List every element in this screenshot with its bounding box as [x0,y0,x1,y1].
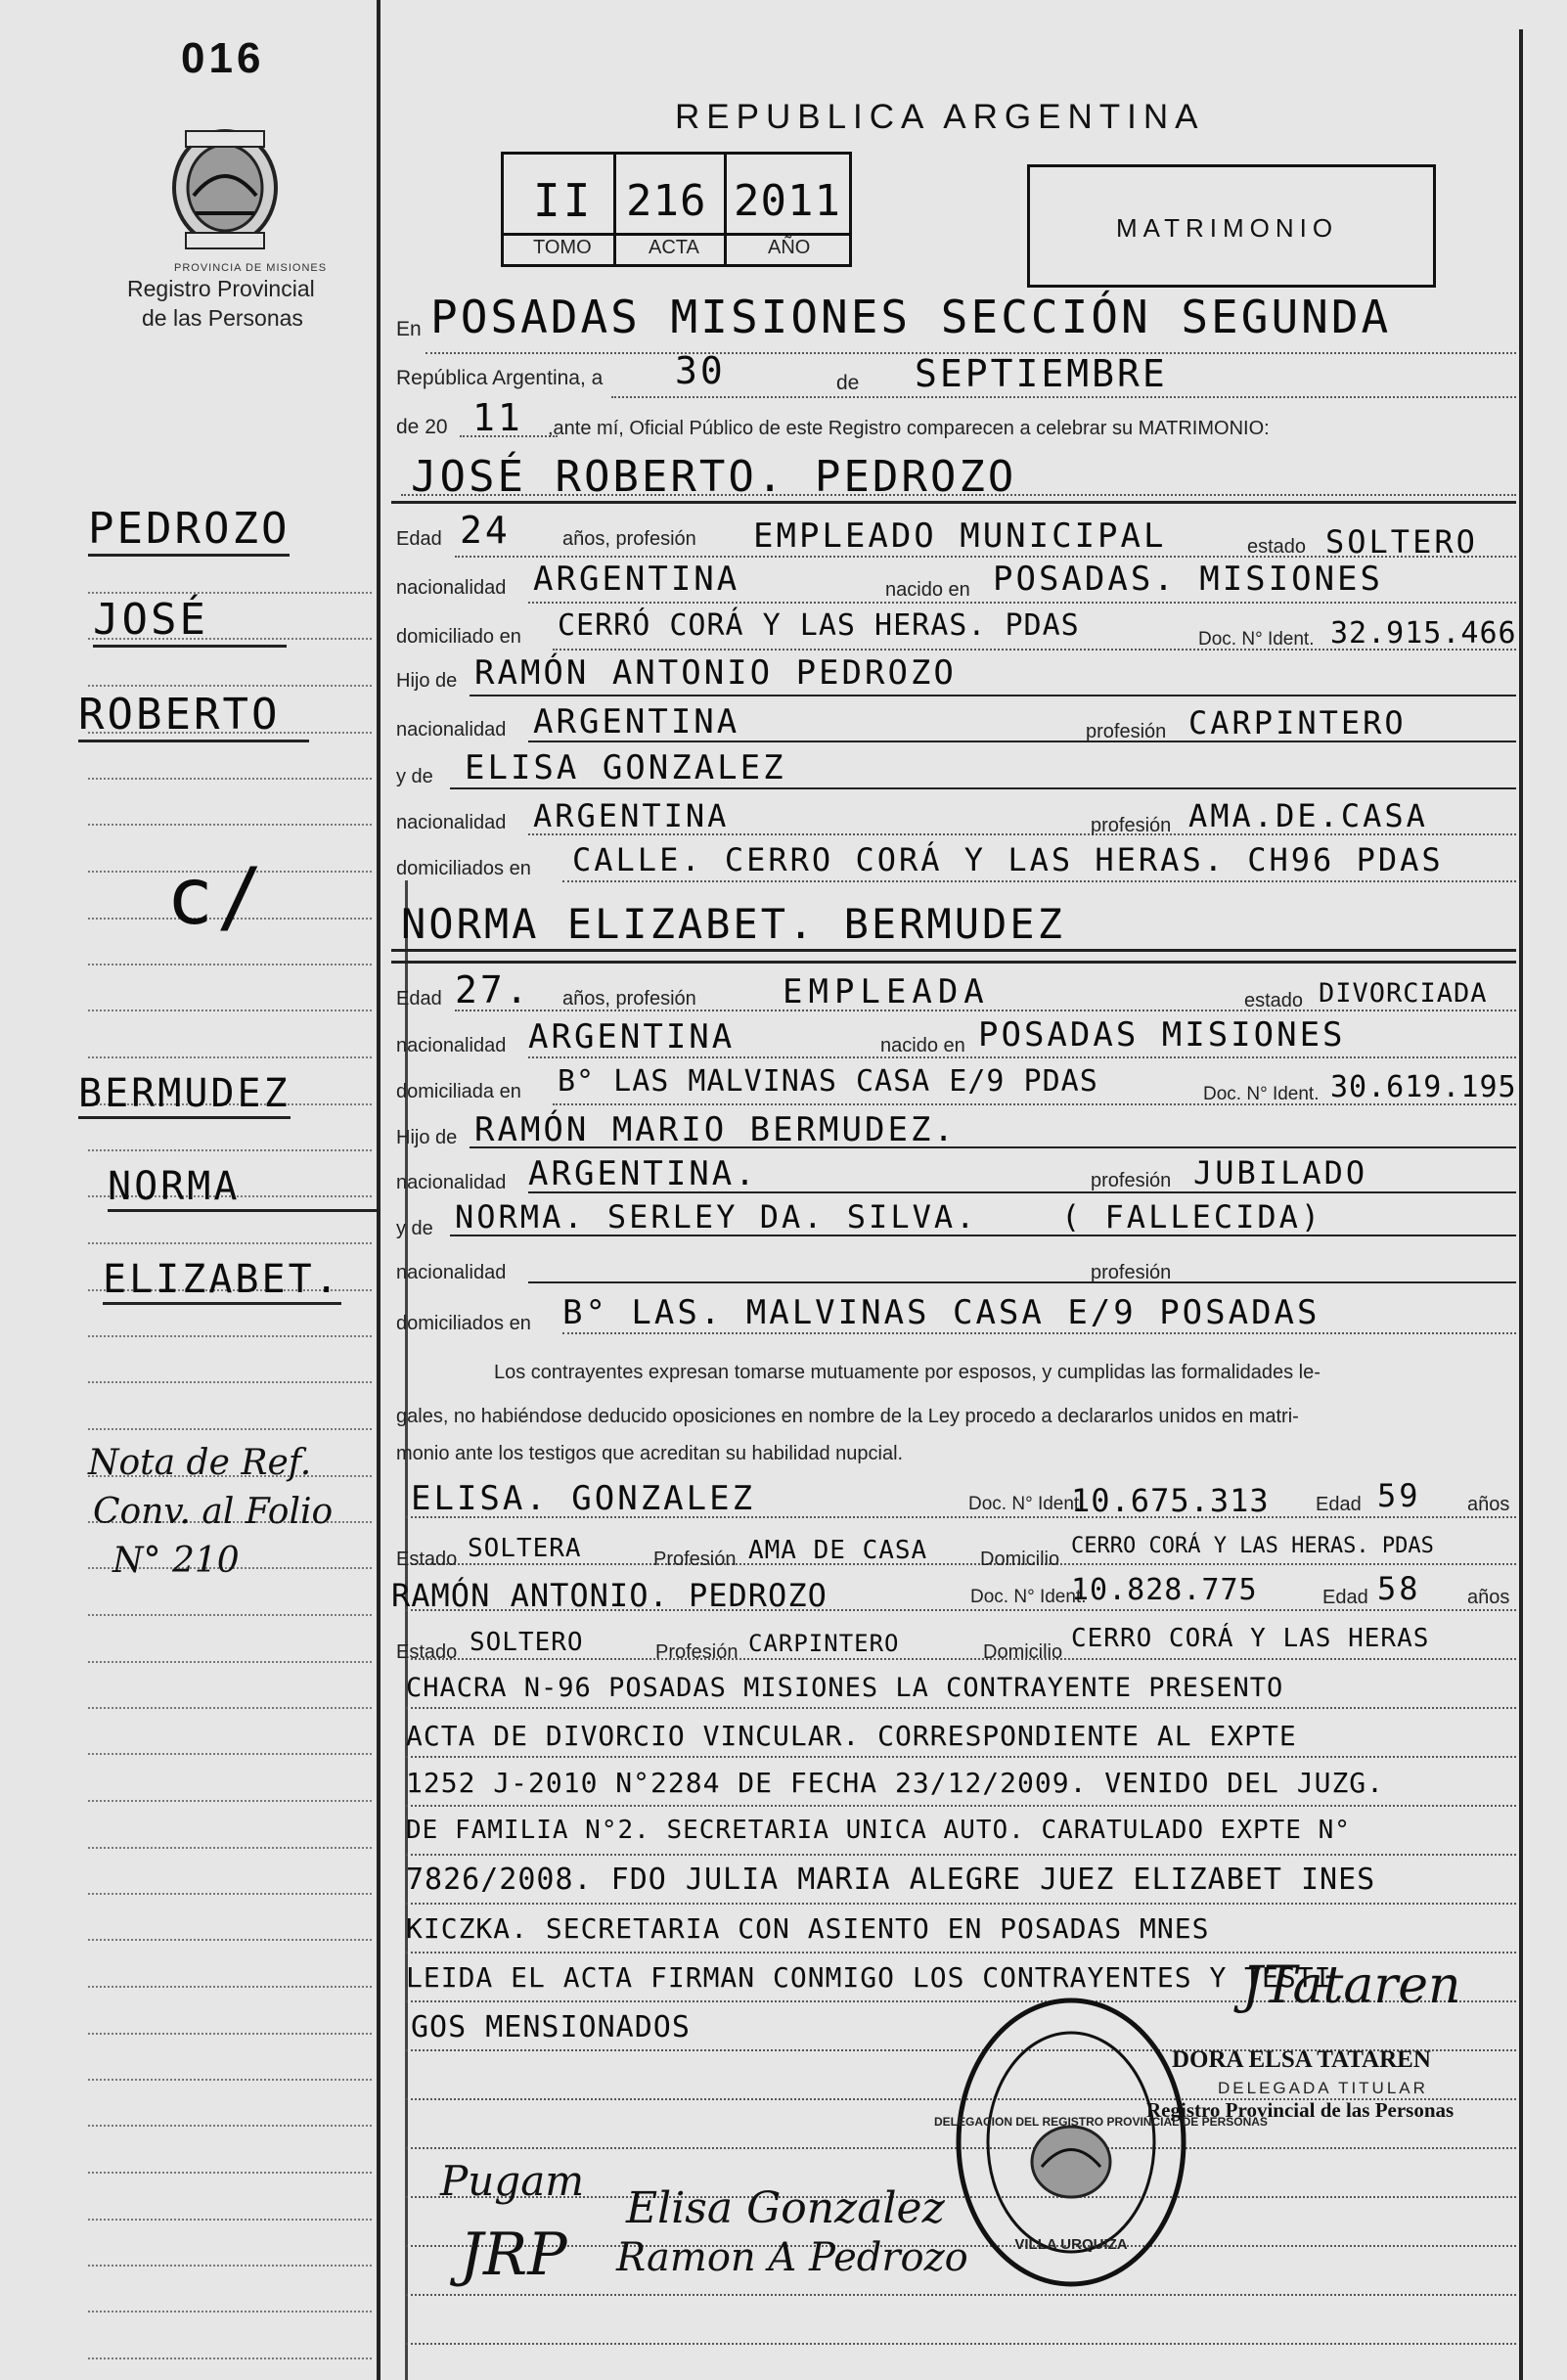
acta-label: ACTA [649,237,699,258]
label-nacionalidad-2: nacionalidad [396,719,507,741]
label-nacido-en-2: nacido en [880,1035,965,1056]
margin-surname-2: BERMUDEZ [78,1071,291,1119]
record-type-box [1027,164,1436,288]
right-border-rule [1519,29,1523,2380]
seal-city: VILLA URQUIZA [1014,2236,1128,2253]
note-line-2: ACTA DE DIVORCIO VINCULAR. CORRESPONDIENTE AL EXPTE [406,1720,1297,1752]
reference-box [501,152,852,267]
groom-parents-domicile: CALLE. CERRO CORÁ Y LAS HERAS. CH96 PDAS [572,841,1444,878]
label-hijo-de-1: Hijo de [396,670,458,692]
tomo-label: TOMO [533,237,592,258]
bride-father-nationality: ARGENTINA. [528,1154,758,1193]
witness-2-name: RAMÓN ANTONIO. PEDROZO [391,1577,828,1614]
anio-value: 2011 [734,176,841,226]
groom-domicile: CERRÓ CORÁ Y LAS HERAS. PDAS [558,608,1080,643]
label-profesion-4: profesión [1091,1262,1172,1283]
groom-age: 24 [460,509,511,552]
label-hijo-de-2: Hijo de [396,1127,458,1148]
margin-note-line1: Nota de Ref. [88,1443,312,1483]
groom-civil-status: SOLTERO [1325,523,1478,561]
bride-parents-domicile: B° LAS. MALVINAS CASA E/9 POSADAS [562,1293,1321,1332]
bride-father-name: RAMÓN MARIO BERMUDEZ. [474,1110,957,1149]
page-number: 016 [181,34,265,82]
margin-note-line2: Conv. al Folio [93,1492,334,1532]
witness-2-age: 58 [1377,1570,1421,1607]
witness-2-civil-status: SOLTERO [470,1628,584,1657]
month: SEPTIEMBRE [915,352,1168,395]
margin-given-2b: ELIZABET. [103,1257,341,1305]
note-line-3: 1252 J-2010 N°2284 DE FECHA 23/12/2009. VENIDO DEL JUZG. [406,1767,1385,1799]
note-line-5: 7826/2008. FDO JULIA MARIA ALEGRE JUEZ ELIZABET INES [406,1863,1376,1897]
label-edad-1: Edad [396,528,442,550]
bride-civil-status: DIVORCIADA [1319,978,1488,1009]
witness-2-doc-id: 10.828.775 [1071,1573,1258,1607]
label-nacionalidad-5: nacionalidad [396,1172,507,1193]
label-profesion-2: profesión [1091,815,1172,836]
margin-given-2a: NORMA [108,1164,377,1212]
label-doc-ident-2: Doc. N° Ident. [1203,1084,1320,1104]
registry-name-line2: de las Personas [142,305,303,331]
note-line-4: DE FAMILIA N°2. SECRETARIA UNICA AUTO. CARATULADO EXPTE N° [406,1816,1351,1845]
official-name: DORA ELSA TATAREN [1172,2046,1431,2073]
witness-1-domicile: CERRO CORÁ Y LAS HERAS. PDAS [1071,1534,1434,1558]
bride-mother-note: ( FALLECIDA) [1061,1198,1323,1235]
groom-father-name: RAMÓN ANTONIO PEDROZO [474,653,957,693]
label-nacionalidad-4: nacionalidad [396,1035,507,1056]
label-nacionalidad-6: nacionalidad [396,1262,507,1283]
bride-doc-id: 30.619.195 [1330,1070,1517,1104]
witness-1-doc-label: Doc. N° Ident. [968,1494,1085,1514]
witness-2-anios-label: años [1467,1587,1510,1608]
witness-1-anios-label: años [1467,1494,1510,1515]
groom-father-occupation: CARPINTERO [1188,704,1407,741]
note-line-8: GOS MENSIONADOS [411,2010,691,2044]
republic-label: República Argentina, a [396,367,604,389]
label-nacionalidad-1: nacionalidad [396,577,507,599]
witness-1-profesion-label: Profesión [653,1549,737,1570]
witness-2-age-label: Edad [1322,1587,1368,1608]
witness-2-profesion-label: Profesión [655,1641,739,1663]
groom-nationality: ARGENTINA [533,560,740,599]
groom-mother-nationality: ARGENTINA [533,797,730,834]
seal-text: DELEGACION DEL REGISTRO PROVINCIAL DE PERSONAS [934,2115,1268,2129]
province-emblem-icon [166,127,284,259]
appear-text: ,ante mí, Oficial Público de este Registro comparecen a celebrar su MATRIMONIO: [548,418,1270,439]
witness-2-domicilio-label: Domicilio [983,1641,1063,1663]
witness-2-doc-label: Doc. N° Ident. [970,1587,1087,1607]
witness-2-occupation: CARPINTERO [748,1630,900,1657]
groom-mother-name: ELISA GONZALEZ [465,748,786,787]
country-title: REPUBLICA ARGENTINA [675,98,1205,136]
day: 30 [675,349,726,392]
groom-birthplace: POSADAS. MISIONES [993,560,1383,599]
witness-1-age: 59 [1377,1477,1421,1514]
declaration-line3: monio ante los testigos que acreditan su habilidad nupcial. [396,1443,904,1464]
label-edad-2: Edad [396,988,442,1010]
label-nacido-en-1: nacido en [885,579,970,601]
label-anios-profesion-2: años, profesión [562,988,696,1010]
de-label: de [836,372,860,394]
bride-age: 27. [455,968,531,1011]
label-domiciliado-en: domiciliado en [396,626,521,648]
label-domiciliada-en: domiciliada en [396,1081,521,1102]
groom-full-name: JOSÉ ROBERTO. PEDROZO [411,452,1017,502]
declaration-line2: gales, no habiéndose deducido oposiciones en nombre de la Ley procedo a declararlos unidos en matri- [396,1406,1299,1427]
bride-domicile: B° LAS MALVINAS CASA E/9 PDAS [558,1064,1098,1099]
label-doc-ident-1: Doc. N° Ident. [1198,629,1315,650]
witness-1-doc-id: 10.675.313 [1071,1482,1270,1519]
label-estado-1: estado [1247,536,1307,558]
label-y-de-2: y de [396,1218,433,1239]
record-type: MATRIMONIO [1116,213,1339,243]
witness-2-estado-label: Estado [396,1641,458,1663]
bride-occupation: EMPLEADA [783,972,990,1011]
witness-1-occupation: AMA DE CASA [748,1536,928,1565]
margin-separator: c/ [166,851,267,942]
emblem-text: PROVINCIA DE MISIONES [174,262,328,274]
bride-birthplace: POSADAS MISIONES [978,1015,1346,1055]
anio-label: AÑO [768,237,811,258]
label-domiciliados-en-2: domiciliados en [396,1313,531,1334]
signature-2: Elisa Gonzalez [626,2183,945,2233]
margin-given-1b: ROBERTO [78,690,309,742]
body-left-rule [405,880,408,2380]
margin-note-line3: N° 210 [112,1541,240,1581]
bride-nationality: ARGENTINA [528,1017,736,1056]
bride-mother-name: NORMA. SERLEY DA. SILVA. [455,1198,978,1235]
official-title: DELEGADA TITULAR [1218,2079,1428,2097]
place: POSADAS MISIONES SECCIÓN SEGUNDA [430,291,1392,343]
year-suffix: 11 [472,396,523,439]
official-office: Registro Provincial de las Personas [1146,2098,1455,2122]
margin-surname-1: PEDROZO [88,504,290,557]
note-line-1: CHACRA N-96 POSADAS MISIONES LA CONTRAYENTE PRESENTO [406,1673,1284,1703]
groom-father-nationality: ARGENTINA [533,702,740,741]
signature-3: Ramon A Pedrozo [616,2235,968,2280]
witness-1-civil-status: SOLTERA [468,1534,582,1563]
label-estado-2: estado [1244,990,1304,1011]
official-signature: JTataren [1242,1956,1461,2015]
bride-full-name: NORMA ELIZABET. BERMUDEZ [401,900,1065,948]
note-line-7: LEIDA EL ACTA FIRMAN CONMIGO LOS CONTRAYENTES Y TESTI [406,1961,1332,1994]
label-nacionalidad-3: nacionalidad [396,812,507,833]
label-y-de-1: y de [396,766,433,787]
witness-2-domicile: CERRO CORÁ Y LAS HERAS [1071,1624,1430,1653]
witness-1-name: ELISA. GONZALEZ [411,1479,756,1518]
groom-occupation: EMPLEADO MUNICIPAL [753,516,1167,556]
signature-4: JRP [460,2221,567,2289]
year-prefix: de 20 [396,416,448,438]
witness-1-age-label: Edad [1316,1494,1362,1515]
official-seal [934,1996,1268,2289]
groom-mother-occupation: AMA.DE.CASA [1188,797,1428,834]
label-domiciliados-en-1: domiciliados en [396,858,531,879]
witness-1-domicilio-label: Domicilio [980,1549,1060,1570]
registry-name-line1: Registro Provincial [127,276,315,301]
tomo-value: II [533,174,594,227]
label-profesion-3: profesión [1091,1170,1172,1191]
declaration-line1: Los contrayentes expresan tomarse mutuamente por esposos, y cumplidas las formalidades le- [494,1362,1321,1383]
witness-1-estado-label: Estado [396,1549,458,1570]
label-profesion-1: profesión [1086,721,1167,742]
note-line-6: KICZKA. SECRETARIA CON ASIENTO EN POSADAS MNES [406,1912,1210,1945]
label-anios-profesion-1: años, profesión [562,528,696,550]
signature-1: Pugam [440,2157,585,2205]
margin-given-1a: JOSÉ [93,595,287,648]
en-label: En [396,318,422,340]
bride-father-occupation: JUBILADO [1193,1154,1368,1191]
acta-value: 216 [626,176,707,226]
left-column-rule [377,0,381,2380]
groom-doc-id: 32.915.466 [1330,616,1517,651]
